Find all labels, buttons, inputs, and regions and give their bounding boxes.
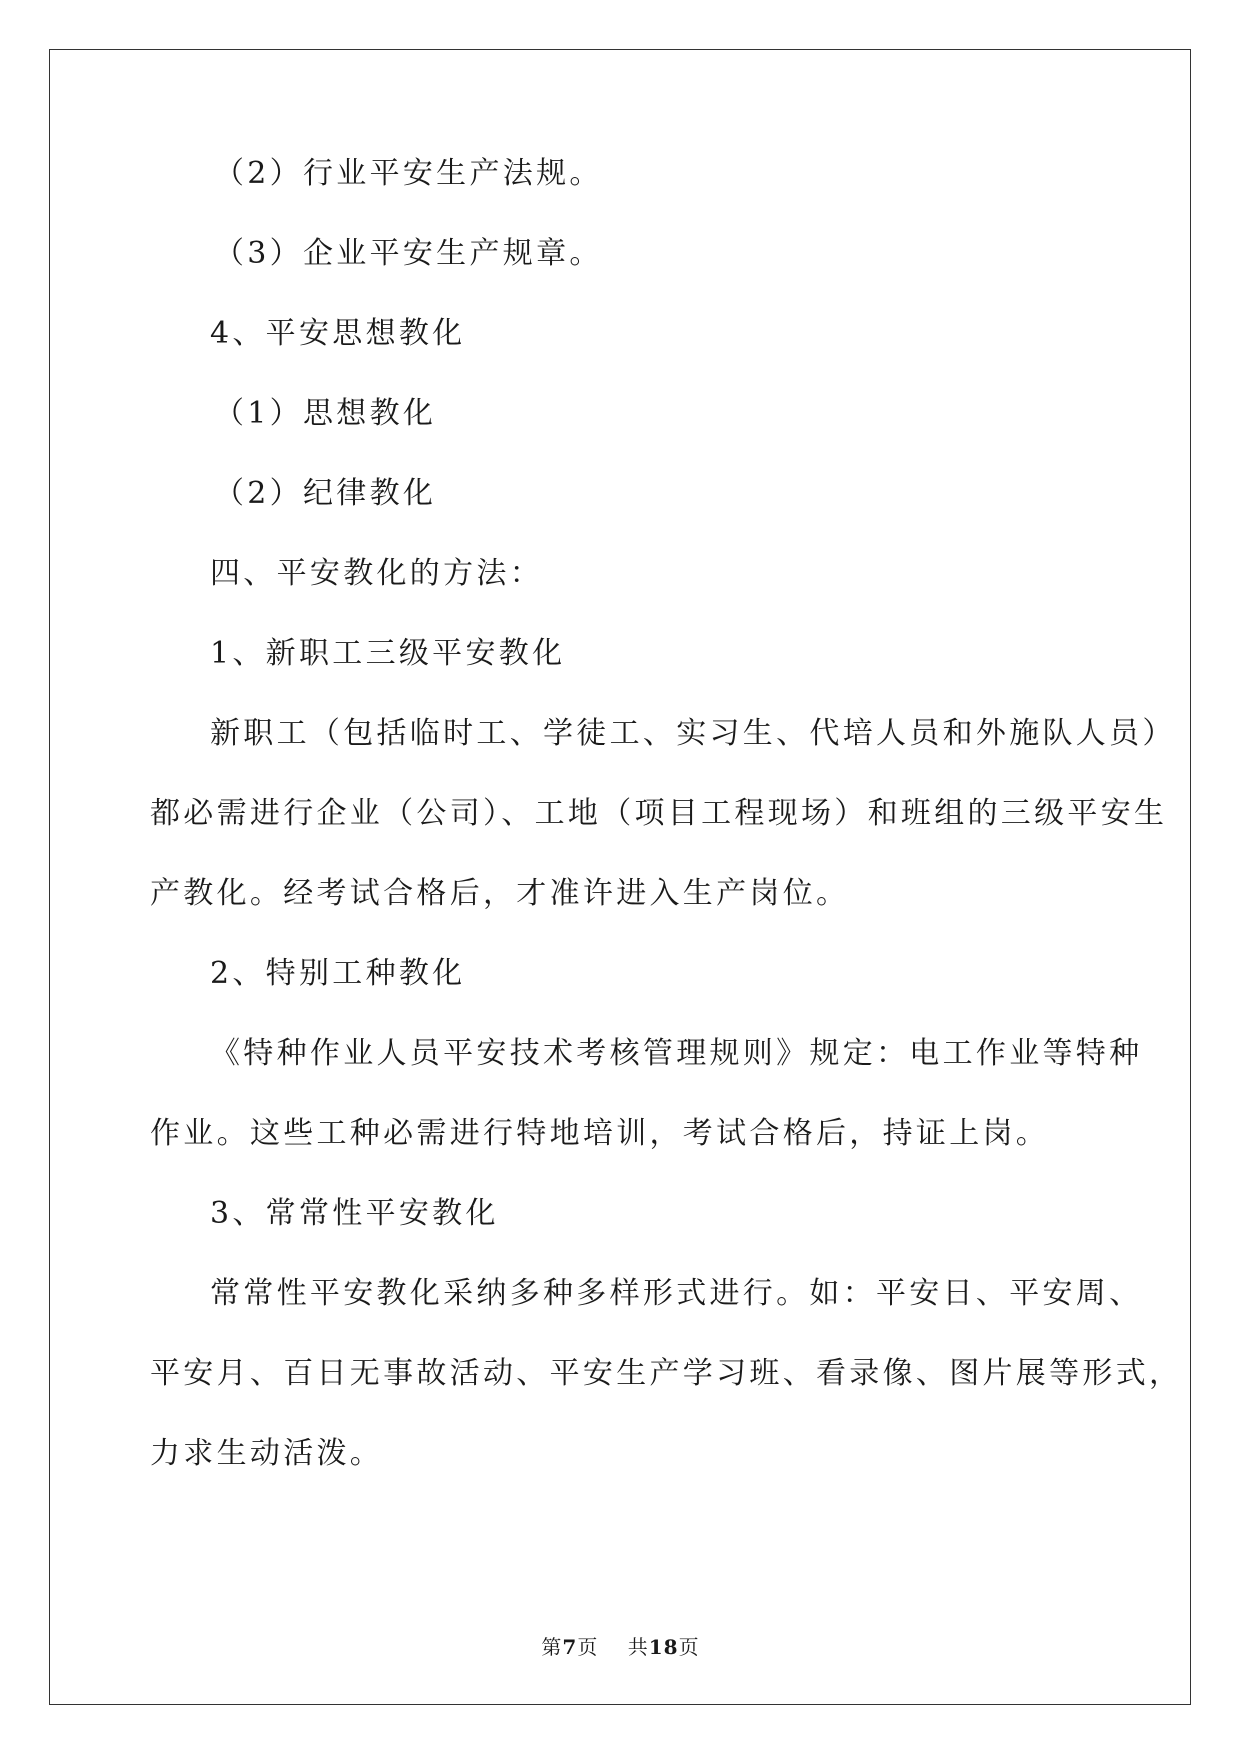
section-heading: 3、常常性平安教化 <box>210 1196 499 1231</box>
paragraph-line: 力求生动活泼。 <box>150 1436 384 1471</box>
text-line: （2）纪律教化 <box>214 476 437 511</box>
paragraph-line: 作业。这些工种必需进行特地培训，考试合格后，持证上岗。 <box>150 1116 1050 1151</box>
page-prefix: 第 <box>541 1635 563 1659</box>
section-heading: 2、特别工种教化 <box>210 956 466 991</box>
page-total: 18 <box>648 1635 679 1659</box>
paragraph-line: 常常性平安教化采纳多种多样形式进行。如：平安日、平安周、 <box>210 1276 1143 1311</box>
paragraph-line: 《特种作业人员平安技术考核管理规则》规定：电工作业等特种 <box>210 1036 1143 1071</box>
page-current: 7 <box>562 1635 578 1659</box>
text-line: （3）企业平安生产规章。 <box>214 236 603 271</box>
text-line: （1）思想教化 <box>214 396 437 431</box>
total-prefix: 共 <box>627 1635 649 1659</box>
paragraph-line: 都必需进行企业（公司）、工地（项目工程现场）和班组的三级平安生 <box>150 796 1168 831</box>
page-footer <box>0 1634 1241 1660</box>
page-unit: 页 <box>577 1635 599 1659</box>
text-line: （2）行业平安生产法规。 <box>214 156 603 191</box>
total-unit: 页 <box>678 1635 700 1659</box>
paragraph-line: 产教化。经考试合格后，才准许进入生产岗位。 <box>150 876 850 911</box>
section-heading: 4、平安思想教化 <box>210 316 466 351</box>
paragraph-line: 平安月、百日无事故活动、平安生产学习班、看录像、图片展等形式， <box>150 1356 1183 1391</box>
section-heading: 四、平安教化的方法： <box>210 556 543 591</box>
paragraph-line: 新职工（包括临时工、学徒工、实习生、代培人员和外施队人员） <box>210 716 1176 751</box>
section-heading: 1、新职工三级平安教化 <box>210 636 566 671</box>
